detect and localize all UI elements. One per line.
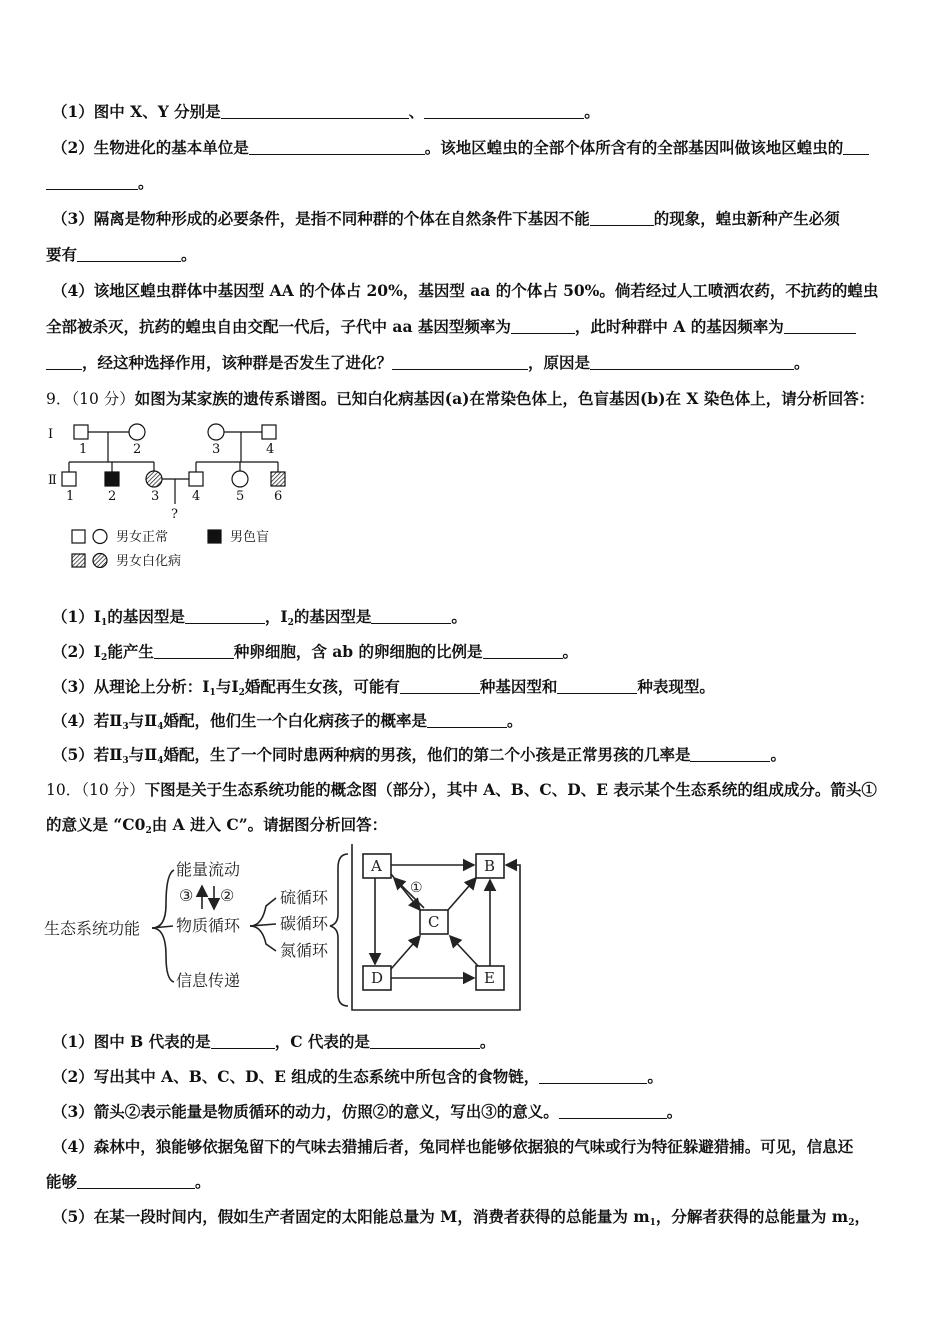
- answer-blank[interactable]: [843, 140, 869, 155]
- pedigree-id: 4: [192, 489, 201, 504]
- q10-part4: （4）森林中，狼能够依据兔留下的气味去猎捕后者，兔同样也能够依据狼的气味或行为特征躲避猎捕。可见，信息还: [52, 1137, 854, 1156]
- legend-female-normal: [93, 530, 107, 544]
- q9-part1: $(1)Ⅰ_1$的基因型是 ，$Ⅰ_2$的基因型是 。: [52, 607, 467, 628]
- legend-female-albino: [93, 554, 107, 568]
- pedigree-gen-II-label: Ⅱ: [48, 473, 57, 488]
- answer-blank[interactable]: [590, 355, 794, 370]
- answer-blank[interactable]: [511, 319, 575, 334]
- answer-blank[interactable]: [249, 140, 425, 155]
- answer-blank[interactable]: [400, 679, 480, 694]
- diagram-node-B-label: B: [484, 857, 496, 875]
- diagram-arrow3-label: ③: [179, 886, 194, 905]
- q8-part2: （2）生物进化的基本单位是 。该地区蝗虫的全部个体所含有的全部基因叫做该地区蝗虫的: [52, 138, 869, 158]
- pedigree-id: 3: [151, 489, 160, 504]
- q10-part2: （2）写出其中 A、B、C、D、E 组成的生态系统中所包含的食物链， 。: [52, 1067, 663, 1086]
- q10-part3: （3）箭头②表示能量是物质循环的动力，仿照②的意义，写出③的意义。 。: [52, 1102, 683, 1121]
- answer-blank[interactable]: [427, 713, 507, 728]
- answer-blank[interactable]: [424, 104, 584, 119]
- answer-blank[interactable]: [371, 609, 451, 624]
- pedigree-id: 1: [79, 442, 88, 457]
- diagram-cycle-carbon: 碳循环: [280, 914, 329, 933]
- q10-part5: （5）在某一段时间内，假如生产者固定的太阳能总量为 M，消费者获得的总能量为 $m_1$，分解者获得的总能量为 $m_2$，: [52, 1207, 870, 1228]
- answer-blank[interactable]: [77, 247, 181, 262]
- pedigree-id: 3: [212, 442, 221, 457]
- answer-blank[interactable]: [154, 644, 234, 659]
- q9-part2: $(2)Ⅰ_2$能产生 种卵细胞，含 ab 的卵细胞的比例是 。: [52, 642, 579, 663]
- pedigree-II6: [271, 472, 285, 486]
- answer-blank[interactable]: [370, 1034, 480, 1049]
- pedigree-chart: [46, 418, 306, 568]
- answer-blank[interactable]: [559, 1104, 667, 1119]
- diagram-node-C-label: C: [428, 913, 440, 931]
- pedigree-id: 6: [274, 489, 283, 504]
- q9-stem: 9．（10 分）如图为某家族的遗传系谱图。已知白化病基因(a)在常染色体上，色盲基因(b)在 X 染色体上，请分析回答：: [46, 389, 875, 408]
- legend-colorblind-label: 男色盲: [230, 530, 270, 545]
- pedigree-id: 5: [236, 489, 245, 504]
- pedigree-unknown: ?: [171, 507, 178, 522]
- q10-part1: （1）图中 B 代表的是 ，C 代表的是 。: [52, 1032, 496, 1051]
- diagram-node-A-label: A: [371, 857, 382, 875]
- diagram-info-label: 信息传递: [176, 971, 241, 990]
- answer-blank[interactable]: [539, 1069, 647, 1084]
- diagram-cycle-nitrogen: 氮循环: [280, 941, 329, 960]
- pedigree-II5: [232, 471, 248, 487]
- pedigree-II1: [62, 472, 76, 486]
- answer-blank[interactable]: [690, 747, 770, 762]
- pedigree-id: 2: [133, 442, 142, 457]
- legend-male-normal: [72, 530, 85, 543]
- pedigree-I3: [208, 424, 224, 440]
- pedigree-id: 1: [66, 489, 75, 504]
- answer-blank[interactable]: [77, 1174, 195, 1189]
- diagram-root-label: 生态系统功能: [44, 919, 141, 938]
- answer-blank[interactable]: [557, 679, 637, 694]
- diagram-arrow1-label: ①: [410, 880, 423, 896]
- diagram-arrow2-label: ②: [220, 886, 235, 905]
- answer-blank[interactable]: [46, 355, 82, 370]
- pedigree-id: 4: [266, 442, 275, 457]
- answer-blank[interactable]: [483, 644, 563, 659]
- pedigree-I2: [129, 424, 145, 440]
- legend-albino-label: 男女白化病: [116, 554, 182, 568]
- answer-blank[interactable]: [46, 175, 138, 190]
- answer-blank[interactable]: [392, 355, 528, 370]
- q8-part3-cont: 要有 。: [46, 245, 197, 264]
- q8-part4: （4）该地区蝗虫群体中基因型 AA 的个体占 20%，基因型 aa 的个体占 50%。倘若经过人工喷洒农药，不抗药的蝗虫: [52, 281, 879, 300]
- q8-part1: （1）图中 X、Y 分别是 、 。: [52, 102, 600, 121]
- answer-blank[interactable]: [185, 609, 265, 624]
- pedigree-II2: [105, 472, 119, 486]
- diagram-node-E-label: E: [484, 969, 495, 987]
- diagram-node-D-label: D: [371, 969, 384, 987]
- pedigree-gen-I-label: Ⅰ: [48, 427, 54, 442]
- q8-part4-cont2: ，经这种选择作用，该种群是否发生了进化？ ，原因是 。: [46, 353, 810, 373]
- q8-part3: （3）隔离是物种形成的必要条件，是指不同种群的个体在自然条件下基因不能 的现象，蝗虫新种产生必须: [52, 209, 840, 228]
- q9-part4: （4）若$Ⅱ_3$与$Ⅱ_4$婚配，他们生一个白化病孩子的概率是 。: [52, 711, 523, 732]
- pedigree-II4: [189, 472, 203, 486]
- q9-part5: （5）若$Ⅱ_3$与$Ⅱ_4$婚配，生了一个同时患两种病的男孩，他们的第二个小孩是正常男孩的几率是 。: [52, 745, 786, 766]
- q10-stem-cont: 的意义是 “$C0_2$由 A 进入 C”。请据图分析回答：: [46, 815, 388, 836]
- pedigree-I4: [262, 425, 276, 439]
- pedigree-id: 2: [108, 489, 117, 504]
- q8-part4-cont: 全部被杀灭，抗药的蝗虫自由交配一代后，子代中 aa 基因型频率为 ，此时种群中 A 的基因频率为: [46, 317, 856, 337]
- answer-blank[interactable]: [590, 211, 654, 226]
- q9-part3: （3）从理论上分析：$Ⅰ_1$与$Ⅰ_2$婚配再生女孩，可能有 种基因型和 种表现型。: [52, 677, 715, 698]
- diagram-matter-label: 物质循环: [176, 916, 241, 935]
- diagram-cycle-sulfur: 硫循环: [280, 888, 329, 907]
- legend-normal-label: 男女正常: [116, 530, 169, 545]
- answer-blank[interactable]: [784, 319, 856, 334]
- q10-part4-cont: 能够 。: [46, 1172, 211, 1191]
- answer-blank[interactable]: [211, 1034, 275, 1049]
- diagram-energy-label: 能量流动: [176, 860, 241, 879]
- legend-male-colorblind: [208, 530, 221, 543]
- q10-stem: 10．（10 分）下图是关于生态系统功能的概念图（部分），其中 A、B、C、D、E 表示某个生态系统的组成成分。箭头①: [46, 780, 877, 799]
- legend-male-albino: [72, 554, 85, 567]
- answer-blank[interactable]: [221, 104, 409, 119]
- ecosystem-concept-diagram: [40, 844, 530, 1014]
- pedigree-I1: [74, 425, 88, 439]
- q8-part2-cont: 。: [46, 173, 154, 193]
- pedigree-II3: [146, 471, 162, 487]
